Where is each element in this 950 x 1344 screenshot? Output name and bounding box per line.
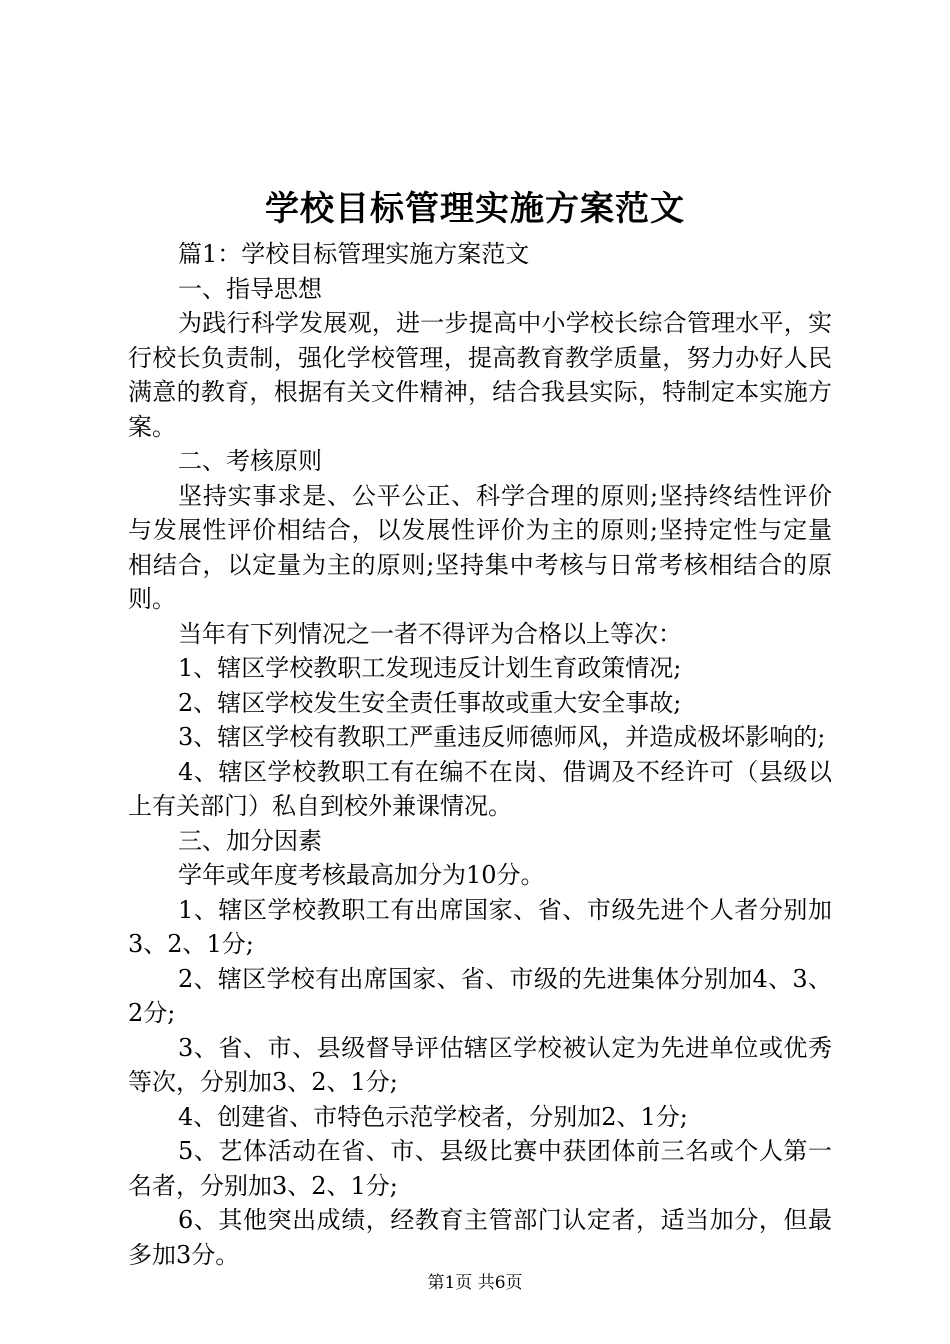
paragraph: 坚持实事求是、公平公正、科学合理的原则;坚持终结性评价与发展性评价相结合，以发展性评价为主的原则;坚持定性与定量相结合，以定量为主的原则;坚持集中考核与日常考核相结合的原则。 [128,481,832,613]
document-body [128,237,832,1272]
paragraph: 当年有下列情况之一者不得评为合格以上等次： [178,619,682,648]
page-footer: 第1页 共6页 [427,1273,523,1293]
list-item: 2、辖区学校有出席国家、省、市级的先进集体分别加4、3、2分; [128,964,832,1027]
list-item: 1、辖区学校教职工有出席国家、省、市级先进个人者分别加3、2、1分; [128,895,832,958]
list-item: 3、省、市、县级督导评估辖区学校被认定为先进单位或优秀等次，分别加3、2、1分; [128,1033,832,1096]
section-heading-3: 三、加分因素 [178,826,322,855]
list-item: 5、艺体活动在省、市、县级比赛中获团体前三名或个人第一名者，分别加3、2、1分; [128,1137,832,1200]
list-item: 2、辖区学校发生安全责任事故或重大安全事故; [178,688,682,717]
list-item: 4、创建省、市特色示范学校者，分别加2、1分; [178,1102,688,1131]
paragraph-heading-pian1: 篇1：学校目标管理实施方案范文 [178,240,530,268]
section-heading-1: 一、指导思想 [178,274,322,303]
paragraph: 为践行科学发展观，进一步提高中小学校长综合管理水平，实行校长负责制，强化学校管理，提高教育教学质量，努力办好人民满意的教育，根据有关文件精神，结合我县实际，特制定本实施方案。 [128,309,832,441]
list-item: 4、辖区学校教职工有在编不在岗、借调及不经许可（县级以上有关部门）私自到校外兼课情况。 [128,757,832,820]
list-item: 3、辖区学校有教职工严重违反师德师风，并造成极坏影响的; [178,723,826,751]
document-title: 学校目标管理实施方案范文 [265,189,685,229]
list-item: 1、辖区学校教职工发现违反计划生育政策情况; [178,654,682,682]
list-item: 6、其他突出成绩，经教育主管部门认定者，适当加分，但最多加3分。 [128,1206,832,1269]
section-heading-2: 二、考核原则 [178,447,322,475]
paragraph: 学年或年度考核最高加分为10分。 [178,861,545,889]
